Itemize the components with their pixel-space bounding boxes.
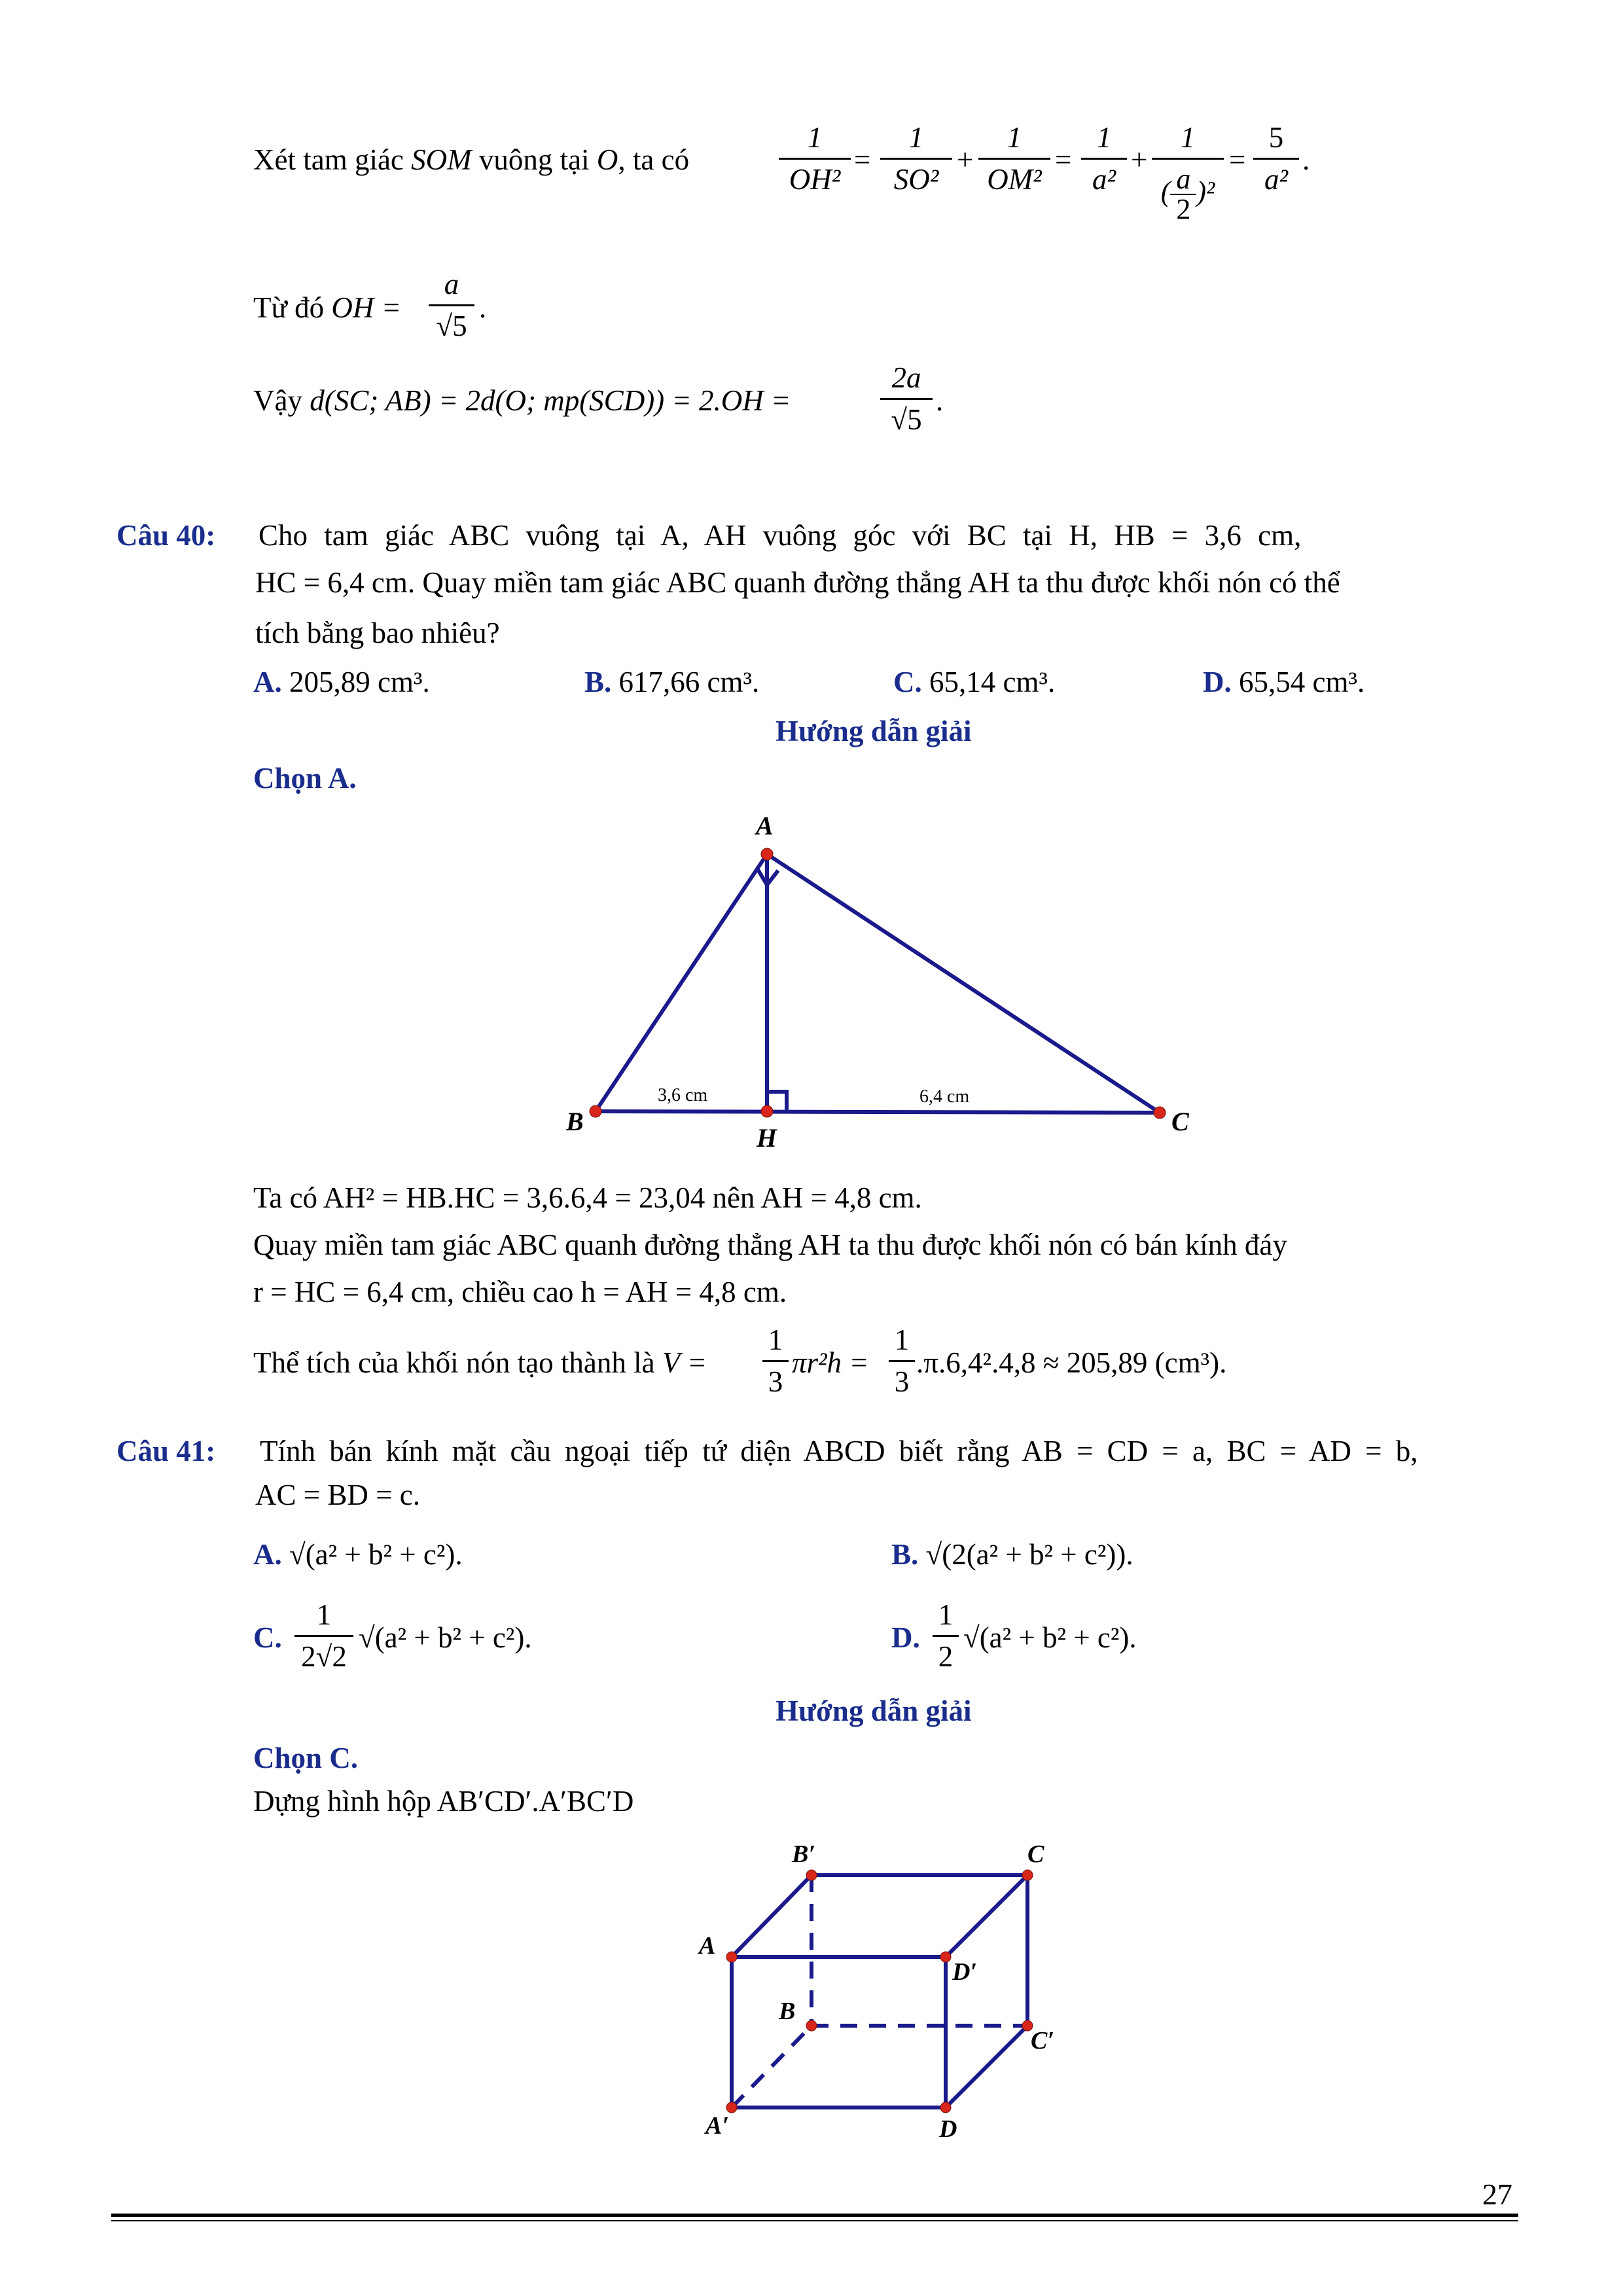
q41-guide-title: Hướng dẫn giải: [776, 1695, 972, 1727]
point-ap: [726, 2102, 737, 2113]
q40-choose: Chọn A.: [253, 762, 357, 795]
equals-sign: =: [1229, 143, 1246, 176]
q40-solution-1: Ta có AH² = HB.HC = 3,6.6,4 = 23,04 nên AH = 4,8 cm.: [253, 1181, 922, 1214]
frac-1-OM2: 1 OM²: [978, 123, 1050, 194]
q41-option-d[interactable]: D.: [891, 1621, 920, 1654]
label-d: D: [939, 2115, 957, 2143]
edge-a-bp: [732, 1875, 812, 1957]
frac-1-a-over-2-sq: 1 ( $\frac{a}{2}$ )²: [1152, 123, 1224, 224]
point-a: [761, 848, 773, 860]
frac-1-OH2: 1 OH²: [779, 123, 851, 194]
edge-d-cp: [946, 2026, 1027, 2108]
question-41-label: Câu 41:: [116, 1435, 216, 1467]
q40-solution-3: r = HC = 6,4 cm, chiều cao h = AH = 4,8 cm.: [253, 1276, 787, 1308]
box-figure: [687, 1833, 1093, 2160]
equals-sign: =: [1055, 143, 1072, 176]
intro-line1: Xét tam giác SOM vuông tại O, ta có: [253, 143, 690, 176]
label-hc: 6,4 cm: [919, 1086, 970, 1107]
q41-option-c[interactable]: C.: [253, 1621, 282, 1654]
equals-sign: =: [854, 143, 871, 176]
q41-choose: Chọn C.: [253, 1742, 359, 1774]
q40-option-d[interactable]: D. 65,54 cm³.: [1203, 666, 1365, 698]
point-a: [726, 1952, 737, 1962]
label-cp: C′: [1031, 2027, 1055, 2054]
segment-ab: [596, 854, 767, 1111]
point-c: [1154, 1107, 1166, 1119]
label-h: H: [757, 1123, 777, 1153]
question-40-text-1: Cho tam giác ABC vuông tại A, AH vuông góc với BC tại H, HB = 3,6 cm,: [259, 519, 1302, 552]
label-a: A: [699, 1932, 716, 1960]
frac-a-sqrt5: a √5: [429, 270, 474, 341]
q41-option-b[interactable]: B. √(2(a² + b² + c²)).: [891, 1538, 1133, 1571]
q40-solution-4-end: .π.6,4².4,8 ≈ 205,89 (cm³).: [916, 1346, 1227, 1379]
q40-option-c[interactable]: C. 65,14 cm³.: [893, 666, 1056, 698]
label-ap: A′: [705, 2112, 730, 2140]
q41-construct: Dựng hình hộp AB′CD′.A′BC′D: [253, 1785, 634, 1818]
q40-option-a[interactable]: A. 205,89 cm³.: [253, 666, 430, 698]
label-b: B: [566, 1107, 584, 1136]
label-dp: D′: [952, 1958, 978, 1986]
q40-guide-title: Hướng dẫn giải: [776, 715, 972, 747]
frac-1-3-b: 1 3: [889, 1325, 915, 1397]
label-bp: B′: [792, 1840, 816, 1868]
question-40-text-3: tích bằng bao nhiêu?: [255, 617, 500, 649]
question-41-text-1: Tính bán kính mặt cầu ngoại tiếp tứ diện ABCD biết rằng AB = CD = a, BC = AD = b,: [260, 1435, 1418, 1467]
point-b: [590, 1105, 601, 1117]
point-bp: [806, 1870, 817, 1880]
frac-1-a2: 1 a²: [1081, 123, 1127, 194]
intro-line3: Vậy d(SC; AB) = 2d(O; mp(SCD)) = 2.OH =: [253, 384, 791, 417]
plus-sign: +: [957, 143, 974, 176]
q41-option-a[interactable]: A. √(a² + b² + c²).: [253, 1538, 463, 1571]
question-40-text-2: HC = 6,4 cm. Quay miền tam giác ABC quanh đường thẳng AH ta thu được khối nón có thể: [255, 566, 1340, 599]
page-number: 27: [1482, 2178, 1512, 2211]
q41-option-c-value: √(a² + b² + c²).: [359, 1621, 532, 1654]
q41-option-d-value: √(a² + b² + c²).: [963, 1621, 1137, 1654]
point-h: [761, 1105, 773, 1117]
frac-1-2: 1 2: [933, 1600, 959, 1672]
period: .: [936, 384, 944, 417]
q40-solution-4-mid: πr²h =: [792, 1346, 869, 1379]
q40-solution-4-text: Thể tích của khối nón tạo thành là V =: [253, 1346, 707, 1379]
segment-ac: [767, 854, 1160, 1113]
plus-sign: +: [1131, 143, 1148, 176]
footer-rule-thin: [111, 2220, 1518, 2221]
label-b: B: [779, 1998, 796, 2025]
question-41-text-2: AC = BD = c.: [255, 1479, 421, 1511]
point-dp: [940, 1952, 951, 1962]
edge-ap-b-hidden: [732, 2026, 812, 2108]
label-c: C: [1027, 1840, 1044, 1868]
period: .: [1302, 143, 1310, 176]
q40-solution-2: Quay miền tam giác ABC quanh đường thẳng AH ta thu được khối nón có bán kính đáy: [253, 1229, 1287, 1261]
intro-line2: Từ đó OH =: [253, 291, 402, 324]
label-hb: 3,6 cm: [658, 1085, 708, 1105]
q40-option-b[interactable]: B. 617,66 cm³.: [584, 666, 760, 698]
frac-1-2sqrt2: 1 2√2: [294, 1600, 353, 1672]
segment-bc: [596, 1111, 1160, 1113]
label-c: C: [1171, 1107, 1189, 1136]
question-40-label: Câu 40:: [116, 519, 216, 552]
frac-2a-sqrt5: 2a √5: [880, 363, 933, 435]
label-a: A: [756, 811, 774, 840]
frac-1-SO2: 1 SO²: [880, 123, 952, 194]
point-d: [940, 2102, 951, 2113]
period: .: [479, 291, 487, 324]
edge-dp-c: [946, 1875, 1027, 1957]
point-c: [1022, 1870, 1033, 1880]
triangle-figure: [524, 805, 1243, 1172]
point-b: [806, 2020, 817, 2031]
frac-1-3-a: 1 3: [762, 1325, 789, 1397]
footer-rule-thick: [111, 2214, 1518, 2217]
frac-5-a2: 5 a²: [1253, 123, 1299, 194]
